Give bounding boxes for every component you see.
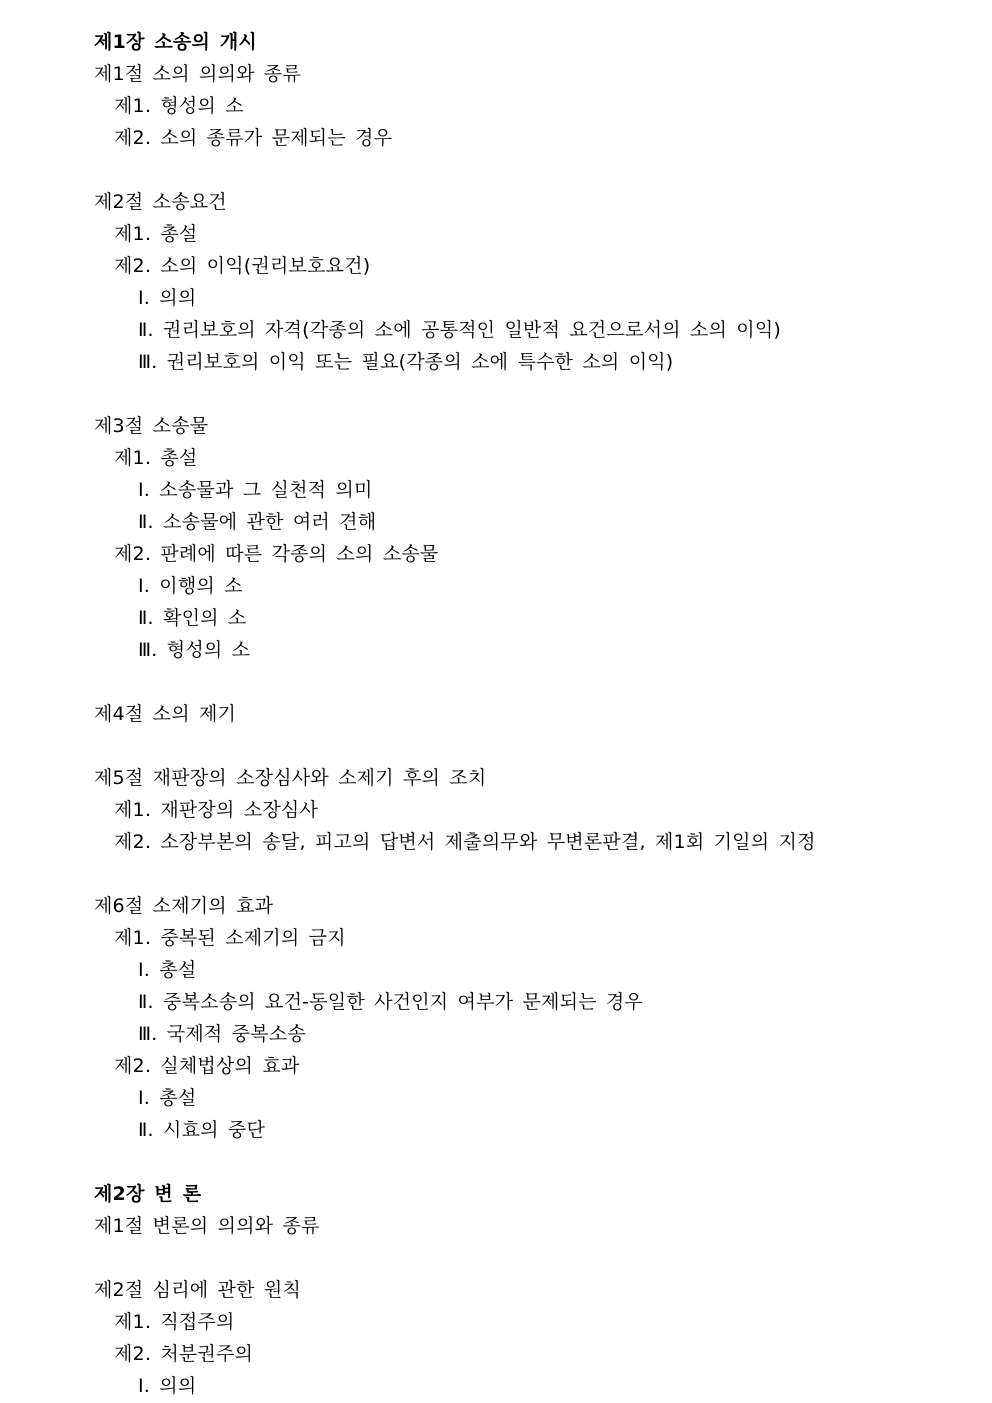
chapter-heading: 제1장 소송의 개시 xyxy=(94,31,257,53)
roman-item: Ⅰ. 총설 xyxy=(138,959,197,981)
section-heading: 제1절 변론의 의의와 종류 xyxy=(94,1215,320,1237)
roman-item: Ⅱ. 중복소송의 요건-동일한 사건인지 여부가 문제되는 경우 xyxy=(138,991,644,1013)
subsection-item: 제1. 총설 xyxy=(114,223,198,245)
chapter-heading: 제2장 변 론 xyxy=(94,1183,202,1205)
subsection-item: 제2. 처분권주의 xyxy=(114,1343,254,1365)
roman-item: Ⅰ. 소송물과 그 실천적 의미 xyxy=(138,479,373,501)
subsection-item: 제1. 중복된 소제기의 금지 xyxy=(114,927,346,949)
section-heading: 제5절 재판장의 소장심사와 소제기 후의 조치 xyxy=(94,767,487,789)
subsection-item: 제1. 총설 xyxy=(114,447,198,469)
roman-item: Ⅲ. 국제적 중복소송 xyxy=(138,1023,306,1045)
subsection-item: 제1. 재판장의 소장심사 xyxy=(114,799,318,821)
subsection-item: 제1. 형성의 소 xyxy=(114,95,244,117)
section-heading: 제2절 소송요건 xyxy=(94,191,227,213)
subsection-item: 제2. 실체법상의 효과 xyxy=(114,1055,300,1077)
section-heading: 제6절 소제기의 효과 xyxy=(94,895,274,917)
section-heading: 제4절 소의 제기 xyxy=(94,703,237,725)
roman-item: Ⅰ. 총설 xyxy=(138,1087,197,1109)
roman-item: Ⅱ. 확인의 소 xyxy=(138,607,247,629)
subsection-item: 제2. 소의 이익(권리보호요건) xyxy=(114,255,371,277)
subsection-item: 제2. 소의 종류가 문제되는 경우 xyxy=(114,127,393,149)
section-heading: 제2절 심리에 관한 원칙 xyxy=(94,1279,301,1301)
roman-item: Ⅰ. 의의 xyxy=(138,1375,197,1397)
roman-item: Ⅲ. 권리보호의 이익 또는 필요(각종의 소에 특수한 소의 이익) xyxy=(138,351,674,373)
subsection-item: 제2. 소장부본의 송달, 피고의 답변서 제출의무와 무변론판결, 제1회 기일의 지정 xyxy=(114,831,816,853)
section-heading: 제3절 소송물 xyxy=(94,415,209,437)
roman-item: Ⅱ. 소송물에 관한 여러 견해 xyxy=(138,511,377,533)
roman-item: Ⅰ. 의의 xyxy=(138,287,197,309)
roman-item: Ⅲ. 형성의 소 xyxy=(138,639,251,661)
section-heading: 제1절 소의 의의와 종류 xyxy=(94,63,301,85)
roman-item: Ⅰ. 이행의 소 xyxy=(138,575,243,597)
subsection-item: 제1. 직접주의 xyxy=(114,1311,235,1333)
subsection-item: 제2. 판례에 따른 각종의 소의 소송물 xyxy=(114,543,439,565)
roman-item: Ⅱ. 시효의 중단 xyxy=(138,1119,266,1141)
roman-item: Ⅱ. 권리보호의 자격(각종의 소에 공통적인 일반적 요건으로서의 소의 이익) xyxy=(138,319,782,341)
